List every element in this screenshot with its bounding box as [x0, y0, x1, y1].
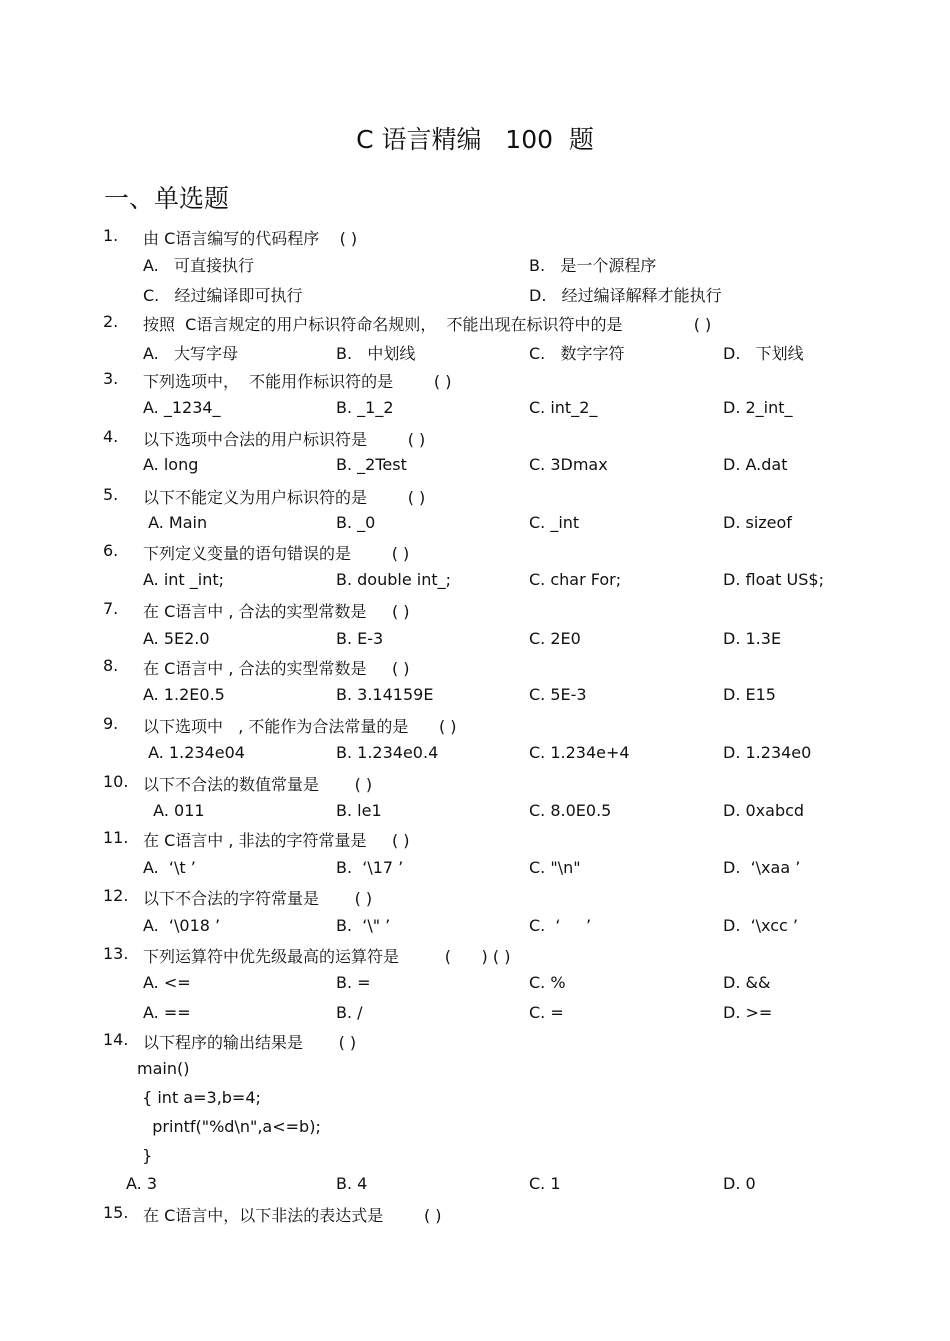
answer-option: B. 中划线 — [336, 344, 416, 363]
question-text: 下列运算符中优先级最高的运算符是 ( ) ( ) — [143, 947, 511, 966]
code-line: { int a=3,b=4; — [137, 1088, 261, 1107]
answer-option: A. 011 — [143, 801, 205, 820]
answer-option: C. 3Dmax — [529, 455, 608, 474]
answer-option: D. 经过编译解释才能执行 — [529, 286, 722, 305]
answer-option: B. _1_2 — [336, 398, 394, 417]
question-text: 以下选项中 , 不能作为合法常量的是 ( ) — [143, 717, 457, 736]
answer-option: D. 1.3E — [723, 629, 782, 648]
answer-option: A. long — [143, 455, 199, 474]
answer-option: C. 数字字符 — [529, 344, 625, 363]
question-number: 9. — [103, 714, 119, 733]
question-text: 以下不合法的字符常量是 ( ) — [143, 889, 373, 908]
code-line: } — [137, 1146, 153, 1165]
answer-option: D. ‘\xaa ’ — [723, 858, 801, 877]
answer-option: B. double int_; — [336, 570, 452, 589]
answer-option: D. A.dat — [723, 455, 788, 474]
answer-option: B. = — [336, 973, 371, 992]
answer-option: C. 1.234e+4 — [529, 743, 630, 762]
answer-option: C. 经过编译即可执行 — [143, 286, 303, 305]
answer-option: A. ‘\t ’ — [143, 858, 196, 877]
answer-option: B. ‘\17 ’ — [336, 858, 404, 877]
answer-option: C. 5E-3 — [529, 685, 587, 704]
question-text: 以下不合法的数值常量是 ( ) — [143, 775, 373, 794]
document-title: C 语言精编 100 题 — [356, 125, 594, 154]
answer-option: D. 0xabcd — [723, 801, 805, 820]
question-number: 4. — [103, 427, 119, 446]
answer-option: D. E15 — [723, 685, 776, 704]
code-line: printf("%d\n",a<=b); — [137, 1117, 321, 1136]
question-number: 13. — [103, 944, 129, 963]
answer-option: C. int_2_ — [529, 398, 598, 417]
answer-option: D. float US$; — [723, 570, 824, 589]
answer-option: C. 2E0 — [529, 629, 581, 648]
question-text: 下列选项中， 不能用作标识符的是 ( ) — [143, 372, 452, 391]
answer-option: B. E-3 — [336, 629, 384, 648]
answer-option: D. >= — [723, 1003, 773, 1022]
question-text: 按照 C语言规定的用户标识符命名规则， 不能出现在标识符中的是 ( ) — [143, 315, 712, 334]
question-number: 15. — [103, 1203, 129, 1222]
question-text: 在 C语言中 , 非法的字符常量是 ( ) — [143, 831, 410, 850]
answer-option: C. _int — [529, 513, 580, 532]
question-number: 6. — [103, 541, 119, 560]
answer-option: A. == — [143, 1003, 191, 1022]
answer-option: D. sizeof — [723, 513, 792, 532]
answer-option: A. 可直接执行 — [143, 256, 255, 275]
question-number: 7. — [103, 599, 119, 618]
question-number: 14. — [103, 1030, 129, 1049]
answer-option: A. <= — [143, 973, 191, 992]
question-text: 以下不能定义为用户标识符的是 ( ) — [143, 488, 426, 507]
answer-option: B. ‘\" ’ — [336, 916, 391, 935]
question-number: 8. — [103, 656, 119, 675]
answer-option: D. && — [723, 973, 771, 992]
answer-option: B. 1.234e0.4 — [336, 743, 439, 762]
question-number: 2. — [103, 312, 119, 331]
question-number: 3. — [103, 369, 119, 388]
answer-option: D. 下划线 — [723, 344, 804, 363]
answer-option: C. ‘ ’ — [529, 916, 592, 935]
answer-option: A. _1234_ — [143, 398, 221, 417]
answer-option: B. _0 — [336, 513, 376, 532]
answer-option: B. le1 — [336, 801, 382, 820]
answer-option: D. 0 — [723, 1174, 756, 1193]
answer-option: D. 2_int_ — [723, 398, 793, 417]
answer-option: A. ‘\018 ’ — [143, 916, 221, 935]
answer-option: A. int _int; — [143, 570, 225, 589]
code-line: main() — [137, 1059, 190, 1078]
answer-option: B. _2Test — [336, 455, 407, 474]
answer-option: A. Main — [143, 513, 208, 532]
question-number: 11. — [103, 828, 129, 847]
question-number: 1. — [103, 226, 119, 245]
answer-option: D. ‘\xcc ’ — [723, 916, 799, 935]
answer-option: A. 大写字母 — [143, 344, 239, 363]
question-text: 以下程序的输出结果是 ( ) — [143, 1033, 357, 1052]
question-text: 由 C语言编写的代码程序 ( ) — [143, 229, 358, 248]
answer-option: A. 3 — [126, 1174, 158, 1193]
answer-option: A. 1.234e04 — [143, 743, 245, 762]
answer-option: C. 1 — [529, 1174, 561, 1193]
question-number: 5. — [103, 485, 119, 504]
answer-option: A. 5E2.0 — [143, 629, 210, 648]
answer-option: C. % — [529, 973, 566, 992]
answer-option: C. 8.0E0.5 — [529, 801, 612, 820]
question-text: 在 C语言中 , 合法的实型常数是 ( ) — [143, 659, 410, 678]
answer-option: A. 1.2E0.5 — [143, 685, 225, 704]
answer-option: D. 1.234e0 — [723, 743, 812, 762]
answer-option: C. = — [529, 1003, 564, 1022]
question-number: 12. — [103, 886, 129, 905]
question-text: 下列定义变量的语句错误的是 ( ) — [143, 544, 410, 563]
question-number: 10. — [103, 772, 129, 791]
question-text: 在 C语言中，以下非法的表达式是 ( ) — [143, 1206, 442, 1225]
section-heading: 一、单选题 — [104, 184, 230, 213]
answer-option: C. char For; — [529, 570, 622, 589]
answer-option: B. 4 — [336, 1174, 368, 1193]
answer-option: B. 3.14159E — [336, 685, 434, 704]
question-text: 以下选项中合法的用户标识符是 ( ) — [143, 430, 426, 449]
answer-option: C. "\n" — [529, 858, 581, 877]
answer-option: B. 是一个源程序 — [529, 256, 657, 275]
question-text: 在 C语言中 , 合法的实型常数是 ( ) — [143, 602, 410, 621]
answer-option: B. / — [336, 1003, 363, 1022]
